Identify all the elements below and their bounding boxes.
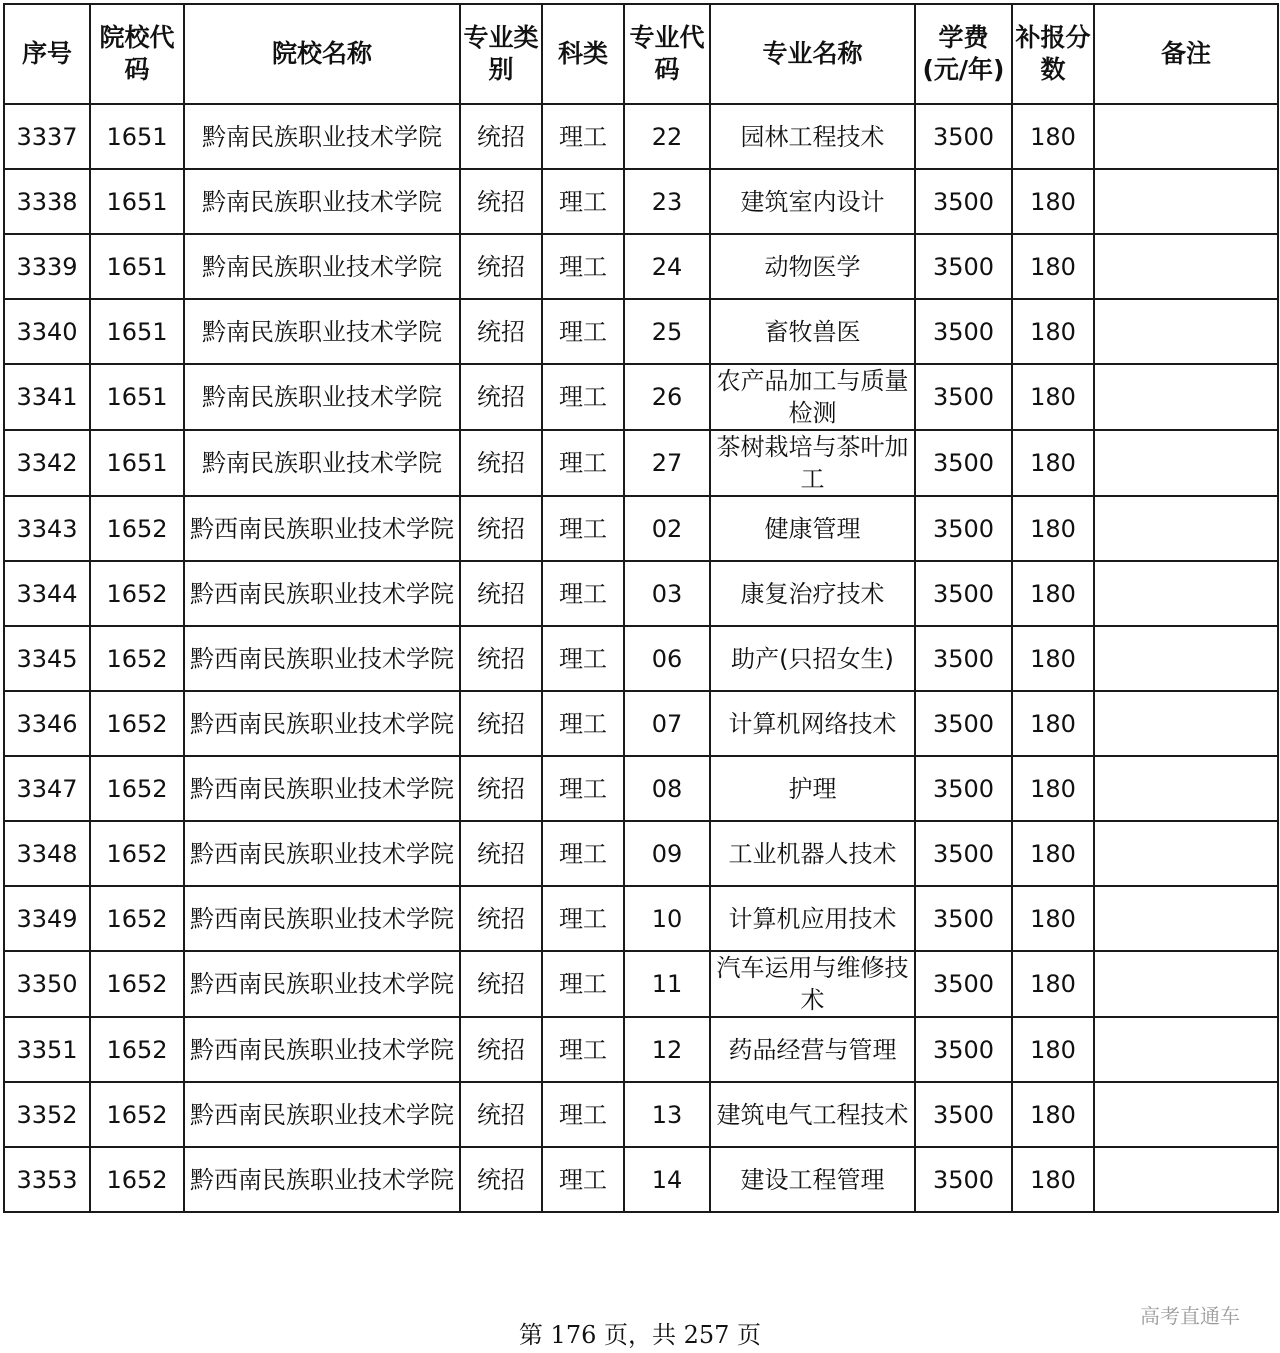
cell-remarks bbox=[1094, 821, 1278, 886]
cell-subject: 理工 bbox=[542, 1082, 624, 1147]
cell-major-code: 11 bbox=[624, 951, 710, 1017]
header-tuition: 学费(元/年) bbox=[915, 4, 1012, 104]
cell-score: 180 bbox=[1012, 1082, 1094, 1147]
table-row bbox=[4, 951, 1278, 1017]
cell-major-type: 统招 bbox=[460, 169, 542, 234]
header-remarks: 备注 bbox=[1094, 4, 1278, 104]
cell-tuition: 3500 bbox=[915, 364, 1012, 430]
cell-score: 180 bbox=[1012, 299, 1094, 364]
table-row bbox=[4, 364, 1278, 430]
table-row bbox=[4, 756, 1278, 821]
cell-major-type: 统招 bbox=[460, 104, 542, 169]
cell-seq: 3340 bbox=[4, 299, 90, 364]
cell-school-code: 1651 bbox=[90, 299, 184, 364]
cell-tuition: 3500 bbox=[915, 234, 1012, 299]
cell-school-name: 黔西南民族职业技术学院 bbox=[184, 1017, 460, 1082]
cell-score: 180 bbox=[1012, 691, 1094, 756]
cell-major-type: 统招 bbox=[460, 821, 542, 886]
header-school-code: 院校代码 bbox=[90, 4, 184, 104]
cell-school-name: 黔西南民族职业技术学院 bbox=[184, 626, 460, 691]
cell-remarks bbox=[1094, 756, 1278, 821]
cell-major-name: 农产品加工与质量检测 bbox=[710, 364, 915, 430]
cell-school-code: 1651 bbox=[90, 234, 184, 299]
table-row bbox=[4, 1082, 1278, 1147]
table-row bbox=[4, 626, 1278, 691]
cell-major-code: 07 bbox=[624, 691, 710, 756]
cell-major-name: 动物医学 bbox=[710, 234, 915, 299]
cell-subject: 理工 bbox=[542, 691, 624, 756]
cell-remarks bbox=[1094, 561, 1278, 626]
cell-school-name: 黔南民族职业技术学院 bbox=[184, 169, 460, 234]
cell-score: 180 bbox=[1012, 496, 1094, 561]
cell-major-code: 08 bbox=[624, 756, 710, 821]
cell-school-name: 黔南民族职业技术学院 bbox=[184, 299, 460, 364]
cell-score: 180 bbox=[1012, 561, 1094, 626]
table-row bbox=[4, 234, 1278, 299]
cell-major-code: 10 bbox=[624, 886, 710, 951]
cell-subject: 理工 bbox=[542, 299, 624, 364]
cell-tuition: 3500 bbox=[915, 626, 1012, 691]
cell-subject: 理工 bbox=[542, 169, 624, 234]
cell-major-code: 22 bbox=[624, 104, 710, 169]
cell-score: 180 bbox=[1012, 756, 1094, 821]
cell-subject: 理工 bbox=[542, 951, 624, 1017]
cell-tuition: 3500 bbox=[915, 756, 1012, 821]
cell-seq: 3350 bbox=[4, 951, 90, 1017]
cell-remarks bbox=[1094, 430, 1278, 496]
cell-school-code: 1651 bbox=[90, 104, 184, 169]
table-row bbox=[4, 169, 1278, 234]
cell-tuition: 3500 bbox=[915, 496, 1012, 561]
cell-subject: 理工 bbox=[542, 626, 624, 691]
cell-school-name: 黔南民族职业技术学院 bbox=[184, 364, 460, 430]
cell-school-code: 1652 bbox=[90, 691, 184, 756]
cell-school-code: 1651 bbox=[90, 364, 184, 430]
cell-major-code: 13 bbox=[624, 1082, 710, 1147]
cell-seq: 3351 bbox=[4, 1017, 90, 1082]
header-major-code: 专业代码 bbox=[624, 4, 710, 104]
cell-tuition: 3500 bbox=[915, 561, 1012, 626]
cell-tuition: 3500 bbox=[915, 821, 1012, 886]
cell-subject: 理工 bbox=[542, 430, 624, 496]
cell-major-type: 统招 bbox=[460, 756, 542, 821]
cell-score: 180 bbox=[1012, 1017, 1094, 1082]
table-row bbox=[4, 104, 1278, 169]
cell-major-code: 27 bbox=[624, 430, 710, 496]
cell-seq: 3339 bbox=[4, 234, 90, 299]
cell-major-name: 助产(只招女生) bbox=[710, 626, 915, 691]
cell-seq: 3347 bbox=[4, 756, 90, 821]
cell-tuition: 3500 bbox=[915, 299, 1012, 364]
cell-major-type: 统招 bbox=[460, 626, 542, 691]
cell-major-name: 建筑电气工程技术 bbox=[710, 1082, 915, 1147]
cell-seq: 3343 bbox=[4, 496, 90, 561]
cell-remarks bbox=[1094, 496, 1278, 561]
cell-tuition: 3500 bbox=[915, 430, 1012, 496]
cell-subject: 理工 bbox=[542, 821, 624, 886]
cell-major-name: 汽车运用与维修技术 bbox=[710, 951, 915, 1017]
cell-major-code: 06 bbox=[624, 626, 710, 691]
cell-major-code: 24 bbox=[624, 234, 710, 299]
cell-score: 180 bbox=[1012, 821, 1094, 886]
cell-score: 180 bbox=[1012, 364, 1094, 430]
cell-subject: 理工 bbox=[542, 496, 624, 561]
cell-subject: 理工 bbox=[542, 886, 624, 951]
cell-remarks bbox=[1094, 1147, 1278, 1212]
header-row bbox=[4, 4, 1278, 104]
cell-seq: 3353 bbox=[4, 1147, 90, 1212]
cell-remarks bbox=[1094, 691, 1278, 756]
watermark: 高考直通车 bbox=[1140, 1304, 1240, 1328]
cell-major-name: 建筑室内设计 bbox=[710, 169, 915, 234]
table-body bbox=[4, 104, 1278, 1212]
cell-score: 180 bbox=[1012, 169, 1094, 234]
cell-school-code: 1652 bbox=[90, 561, 184, 626]
header-major-type: 专业类别 bbox=[460, 4, 542, 104]
cell-remarks bbox=[1094, 1017, 1278, 1082]
cell-major-type: 统招 bbox=[460, 951, 542, 1017]
cell-subject: 理工 bbox=[542, 364, 624, 430]
cell-school-code: 1652 bbox=[90, 1017, 184, 1082]
cell-tuition: 3500 bbox=[915, 951, 1012, 1017]
cell-major-type: 统招 bbox=[460, 1082, 542, 1147]
cell-school-code: 1652 bbox=[90, 951, 184, 1017]
cell-major-name: 康复治疗技术 bbox=[710, 561, 915, 626]
header-seq: 序号 bbox=[4, 4, 90, 104]
cell-remarks bbox=[1094, 951, 1278, 1017]
header-major-name: 专业名称 bbox=[710, 4, 915, 104]
cell-major-name: 建设工程管理 bbox=[710, 1147, 915, 1212]
cell-school-code: 1652 bbox=[90, 1147, 184, 1212]
admissions-table bbox=[3, 3, 1279, 1213]
table-row bbox=[4, 1147, 1278, 1212]
cell-school-code: 1652 bbox=[90, 821, 184, 886]
cell-seq: 3346 bbox=[4, 691, 90, 756]
cell-major-name: 畜牧兽医 bbox=[710, 299, 915, 364]
cell-seq: 3338 bbox=[4, 169, 90, 234]
cell-school-code: 1651 bbox=[90, 430, 184, 496]
cell-tuition: 3500 bbox=[915, 169, 1012, 234]
cell-major-type: 统招 bbox=[460, 299, 542, 364]
cell-school-name: 黔西南民族职业技术学院 bbox=[184, 821, 460, 886]
cell-score: 180 bbox=[1012, 1147, 1094, 1212]
cell-school-code: 1652 bbox=[90, 1082, 184, 1147]
cell-major-code: 03 bbox=[624, 561, 710, 626]
cell-seq: 3352 bbox=[4, 1082, 90, 1147]
cell-school-code: 1651 bbox=[90, 169, 184, 234]
cell-remarks bbox=[1094, 169, 1278, 234]
cell-seq: 3337 bbox=[4, 104, 90, 169]
cell-major-type: 统招 bbox=[460, 1147, 542, 1212]
cell-score: 180 bbox=[1012, 626, 1094, 691]
cell-major-name: 护理 bbox=[710, 756, 915, 821]
table-row bbox=[4, 1017, 1278, 1082]
cell-major-code: 02 bbox=[624, 496, 710, 561]
cell-seq: 3344 bbox=[4, 561, 90, 626]
cell-tuition: 3500 bbox=[915, 1147, 1012, 1212]
table-row bbox=[4, 299, 1278, 364]
cell-seq: 3345 bbox=[4, 626, 90, 691]
table-row bbox=[4, 496, 1278, 561]
cell-school-name: 黔西南民族职业技术学院 bbox=[184, 561, 460, 626]
header-score: 补报分数 bbox=[1012, 4, 1094, 104]
cell-major-name: 茶树栽培与茶叶加工 bbox=[710, 430, 915, 496]
cell-school-name: 黔南民族职业技术学院 bbox=[184, 104, 460, 169]
table-row bbox=[4, 821, 1278, 886]
cell-remarks bbox=[1094, 886, 1278, 951]
table-row bbox=[4, 691, 1278, 756]
cell-major-name: 园林工程技术 bbox=[710, 104, 915, 169]
cell-school-code: 1652 bbox=[90, 496, 184, 561]
cell-major-code: 09 bbox=[624, 821, 710, 886]
cell-school-code: 1652 bbox=[90, 886, 184, 951]
cell-major-code: 14 bbox=[624, 1147, 710, 1212]
cell-school-name: 黔西南民族职业技术学院 bbox=[184, 951, 460, 1017]
cell-score: 180 bbox=[1012, 104, 1094, 169]
cell-major-type: 统招 bbox=[460, 496, 542, 561]
cell-remarks bbox=[1094, 626, 1278, 691]
table-row bbox=[4, 561, 1278, 626]
cell-subject: 理工 bbox=[542, 561, 624, 626]
cell-remarks bbox=[1094, 299, 1278, 364]
cell-major-code: 12 bbox=[624, 1017, 710, 1082]
cell-major-type: 统招 bbox=[460, 561, 542, 626]
header-school-name: 院校名称 bbox=[184, 4, 460, 104]
cell-subject: 理工 bbox=[542, 104, 624, 169]
cell-major-code: 23 bbox=[624, 169, 710, 234]
cell-tuition: 3500 bbox=[915, 1082, 1012, 1147]
cell-school-name: 黔西南民族职业技术学院 bbox=[184, 496, 460, 561]
cell-tuition: 3500 bbox=[915, 104, 1012, 169]
cell-major-code: 26 bbox=[624, 364, 710, 430]
cell-major-type: 统招 bbox=[460, 691, 542, 756]
cell-major-type: 统招 bbox=[460, 1017, 542, 1082]
table-row bbox=[4, 886, 1278, 951]
page-number: 第 176 页，共 257 页 bbox=[518, 1321, 762, 1349]
cell-major-type: 统招 bbox=[460, 364, 542, 430]
cell-subject: 理工 bbox=[542, 1147, 624, 1212]
cell-remarks bbox=[1094, 104, 1278, 169]
cell-score: 180 bbox=[1012, 886, 1094, 951]
cell-score: 180 bbox=[1012, 234, 1094, 299]
cell-major-name: 计算机网络技术 bbox=[710, 691, 915, 756]
cell-remarks bbox=[1094, 1082, 1278, 1147]
cell-school-name: 黔西南民族职业技术学院 bbox=[184, 691, 460, 756]
cell-subject: 理工 bbox=[542, 1017, 624, 1082]
cell-school-name: 黔西南民族职业技术学院 bbox=[184, 756, 460, 821]
cell-school-code: 1652 bbox=[90, 756, 184, 821]
cell-remarks bbox=[1094, 234, 1278, 299]
cell-subject: 理工 bbox=[542, 756, 624, 821]
cell-major-name: 工业机器人技术 bbox=[710, 821, 915, 886]
cell-major-name: 药品经营与管理 bbox=[710, 1017, 915, 1082]
cell-seq: 3342 bbox=[4, 430, 90, 496]
cell-major-code: 25 bbox=[624, 299, 710, 364]
cell-tuition: 3500 bbox=[915, 1017, 1012, 1082]
cell-seq: 3348 bbox=[4, 821, 90, 886]
table-row bbox=[4, 430, 1278, 496]
cell-school-code: 1652 bbox=[90, 626, 184, 691]
cell-subject: 理工 bbox=[542, 234, 624, 299]
cell-tuition: 3500 bbox=[915, 691, 1012, 756]
cell-seq: 3349 bbox=[4, 886, 90, 951]
cell-school-name: 黔南民族职业技术学院 bbox=[184, 430, 460, 496]
cell-school-name: 黔西南民族职业技术学院 bbox=[184, 1147, 460, 1212]
cell-major-name: 计算机应用技术 bbox=[710, 886, 915, 951]
cell-school-name: 黔西南民族职业技术学院 bbox=[184, 1082, 460, 1147]
cell-school-name: 黔西南民族职业技术学院 bbox=[184, 886, 460, 951]
cell-major-type: 统招 bbox=[460, 430, 542, 496]
cell-major-type: 统招 bbox=[460, 886, 542, 951]
cell-tuition: 3500 bbox=[915, 886, 1012, 951]
cell-seq: 3341 bbox=[4, 364, 90, 430]
cell-major-type: 统招 bbox=[460, 234, 542, 299]
cell-major-name: 健康管理 bbox=[710, 496, 915, 561]
cell-score: 180 bbox=[1012, 951, 1094, 1017]
cell-school-name: 黔南民族职业技术学院 bbox=[184, 234, 460, 299]
cell-remarks bbox=[1094, 364, 1278, 430]
cell-score: 180 bbox=[1012, 430, 1094, 496]
header-subject: 科类 bbox=[542, 4, 624, 104]
